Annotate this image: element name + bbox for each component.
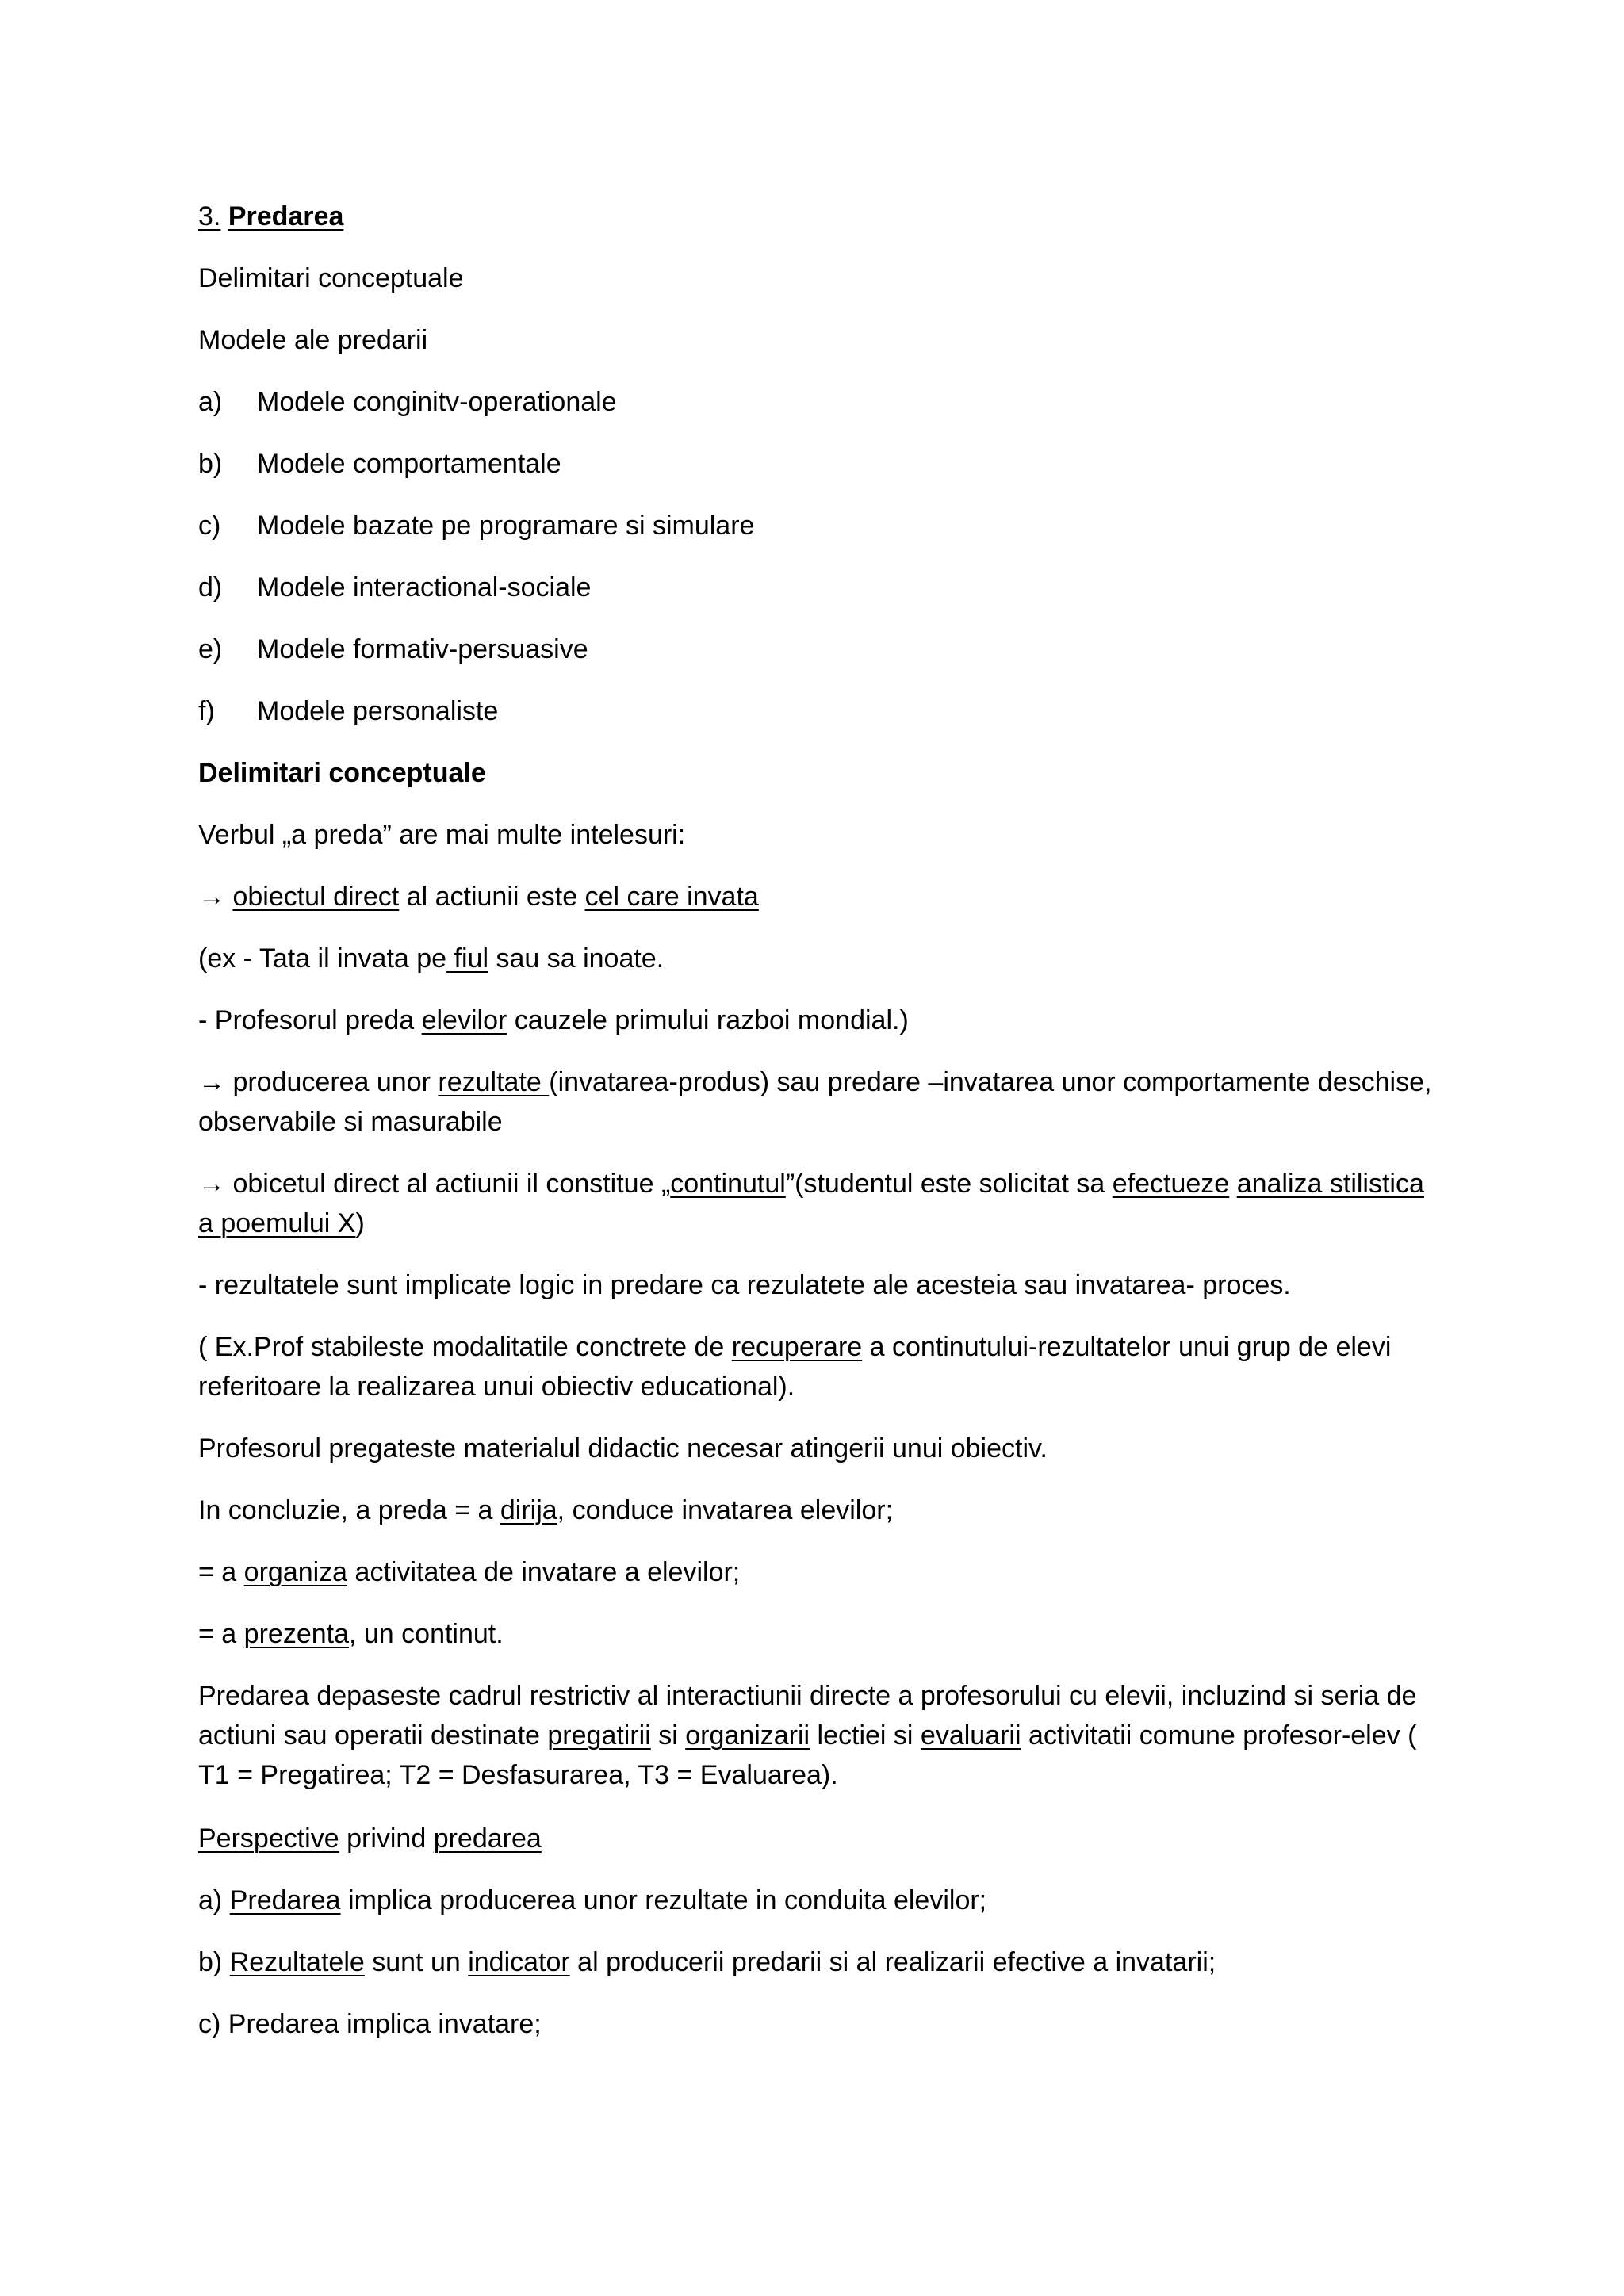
model-item xyxy=(198,382,1435,422)
underlined-text: prezenta xyxy=(243,1619,349,1649)
plain-text: ) xyxy=(355,1208,365,1238)
perspective-b xyxy=(198,1942,1435,1982)
plain-text: al actiunii este xyxy=(399,882,585,912)
underlined-text: cel care invata xyxy=(584,882,759,912)
model-item xyxy=(198,568,1435,607)
underlined-text: obiectul direct xyxy=(232,882,400,912)
underlined-text: organiza xyxy=(243,1557,348,1587)
plain-text: → obicetul direct al actiunii il constitue „ xyxy=(198,1169,671,1199)
model-label: c) xyxy=(198,511,221,541)
underlined-text: rezultate xyxy=(438,1067,550,1097)
example-1 xyxy=(198,939,1435,978)
plain-text: = a xyxy=(198,1557,244,1587)
plain-text: (invatarea-produs) sau predare –invatarea unor comportamente deschise, observabile si masurabile xyxy=(198,1067,1432,1137)
plain-text: , conduce invatarea elevilor; xyxy=(557,1495,894,1525)
underlined-text: pregatirii xyxy=(547,1720,651,1751)
plain-text: = a xyxy=(198,1619,244,1649)
plain-text: si xyxy=(650,1720,686,1751)
underlined-text: analiza stilistica a poemului X xyxy=(198,1169,1424,1238)
arrow-text: → xyxy=(198,882,233,912)
underlined-text: predarea xyxy=(433,1823,542,1854)
sense-2 xyxy=(198,1062,1435,1142)
model-label: a) xyxy=(198,387,223,417)
plain-text: a continutului-rezultatelor unui grup de elevi referitoare la realizarea unui obiectiv educational). xyxy=(198,1332,1392,1402)
model-text: Modele conginitv-operationale xyxy=(257,387,617,417)
underlined-text: efectueze xyxy=(1112,1169,1230,1199)
underlined-text: Predarea xyxy=(229,1885,341,1915)
section-heading xyxy=(198,197,1435,236)
plain-text xyxy=(1229,1169,1236,1199)
plain-text: ”(studentul este solicitat sa xyxy=(785,1169,1113,1199)
conclusion-1 xyxy=(198,1490,1435,1530)
plain-text: activitatea de invatare a elevilor; xyxy=(347,1557,741,1587)
model-label: d) xyxy=(198,572,223,603)
example-2 xyxy=(198,1001,1435,1040)
model-label: e) xyxy=(198,634,223,664)
model-item xyxy=(198,629,1435,669)
model-text: Modele interactional-sociale xyxy=(257,572,592,603)
underlined-text: organizarii xyxy=(685,1720,810,1751)
underlined-text: indicator xyxy=(468,1947,570,1977)
plain-text: In concluzie, a preda = a xyxy=(198,1495,500,1525)
perspectives-heading xyxy=(198,1819,1435,1858)
plain-text: implica producerea unor rezultate in conduita elevilor; xyxy=(340,1885,987,1915)
conclusion-2 xyxy=(198,1552,1435,1592)
underlined-text: Rezultatele xyxy=(229,1947,365,1977)
model-label: b) xyxy=(198,449,223,479)
underlined-text: continutul xyxy=(670,1169,786,1199)
plain-text: privind xyxy=(339,1823,434,1854)
underlined-text: recuperare xyxy=(731,1332,863,1362)
underlined-text: Perspective xyxy=(198,1823,339,1854)
sense-1 xyxy=(198,877,1435,916)
intro-line-1: Delimitari conceptuale xyxy=(198,263,464,293)
plain-text: ( Ex.Prof stabileste modalitatile conctrete de xyxy=(198,1332,732,1362)
beyond-paragraph xyxy=(198,1676,1435,1795)
heading-title: Predarea xyxy=(228,201,344,232)
model-label: f) xyxy=(198,696,215,726)
plain-text: sau sa inoate. xyxy=(488,943,665,974)
intro-line-2: Modele ale predarii xyxy=(198,325,428,355)
underlined-text: elevilor xyxy=(421,1005,508,1035)
model-item xyxy=(198,506,1435,545)
underlined-text: dirija xyxy=(500,1495,557,1525)
model-text: Modele formativ-persuasive xyxy=(257,634,588,664)
plain-text: Predarea depaseste cadrul restrictiv al interactiunii directe a profesorului cu elevii, incluzind si seria de actiuni sau operatii destinate xyxy=(198,1681,1417,1751)
plain-text: , un continut. xyxy=(349,1619,504,1649)
plain-text: cauzele primului razboi mondial.) xyxy=(507,1005,909,1035)
model-item xyxy=(198,444,1435,484)
conclusion-3 xyxy=(198,1614,1435,1654)
plain-text: sunt un xyxy=(364,1947,469,1977)
plain-text: lectiei si xyxy=(810,1720,921,1751)
heading-number: 3. xyxy=(198,201,221,232)
model-text: Modele comportamentale xyxy=(257,449,561,479)
plain-text: b) xyxy=(198,1947,230,1977)
plain-text: activitatii comune profesor-elev ( T1 = Pregatirea; T2 = Desfasurarea, T3 = Evaluarea). xyxy=(198,1720,1417,1790)
model-text: Modele bazate pe programare si simulare xyxy=(257,511,755,541)
underlined-text: evaluarii xyxy=(920,1720,1021,1751)
results-line: - rezultatele sunt implicate logic in predare ca rezulatete ale acesteia sau invatarea- proces. xyxy=(198,1270,1291,1300)
underlined-text: fiul xyxy=(446,943,489,974)
plain-text: - Profesorul preda xyxy=(198,1005,422,1035)
model-item xyxy=(198,691,1435,731)
verb-definition: Verbul „a preda” are mai multe intelesuri: xyxy=(198,820,686,850)
prepares-line: Profesorul pregateste materialul didactic necesar atingerii unui obiectiv. xyxy=(198,1433,1048,1464)
plain-text: al producerii predarii si al realizarii efective a invatarii; xyxy=(569,1947,1216,1977)
plain-text: → producerea unor xyxy=(198,1067,439,1097)
plain-text: (ex - Tata il invata pe xyxy=(198,943,447,974)
perspective-c: c) Predarea implica invatare; xyxy=(198,2009,542,2039)
section-title: Delimitari conceptuale xyxy=(198,758,486,788)
perspective-a xyxy=(198,1881,1435,1920)
model-text: Modele personaliste xyxy=(257,696,499,726)
example-3 xyxy=(198,1327,1435,1406)
plain-text: a) xyxy=(198,1885,230,1915)
sense-3 xyxy=(198,1164,1435,1243)
